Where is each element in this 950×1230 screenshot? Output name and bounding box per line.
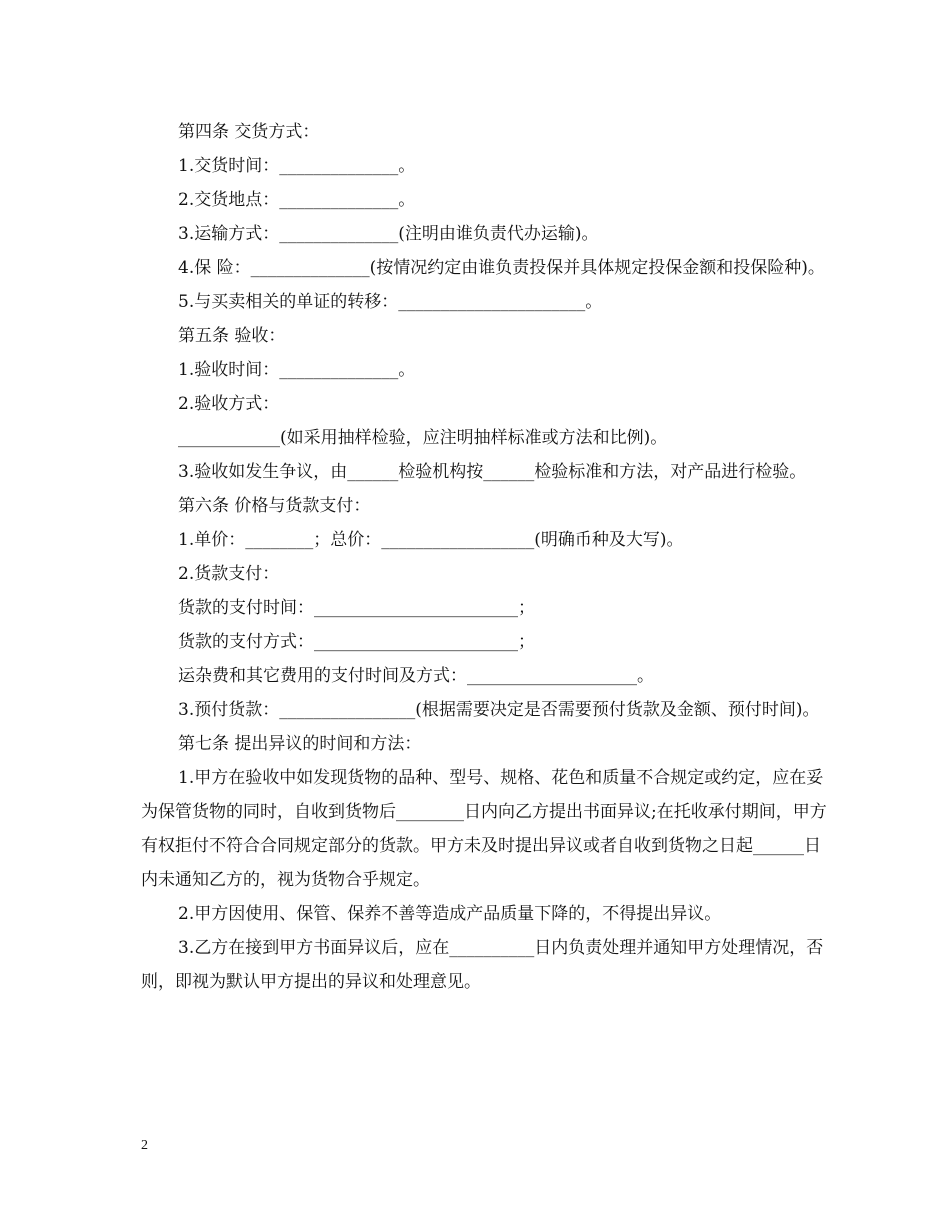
article-5-item-3: 3.验收如发生争议，由______检验机构按______检验标准和方法，对产品进行检验。: [178, 462, 807, 482]
article-5-item-2-detail: ____________(如采用抽样检验，应注明抽样标准或方法和比例)。: [178, 428, 668, 448]
article-6-item-2: 2.货款支付：: [178, 564, 280, 584]
article-7-title: 第七条 提出异议的时间和方法：: [178, 734, 422, 754]
article-7-item-1: 1.甲方在验收中如发现货物的品种、型号、规格、花色和质量不合规定或约定，应在妥为保管货物的同时，自收到货物后________日内向乙方提出书面异议;在托收承付期间，甲方有权拒付不符合合同规定部分的货款。甲方未及时提出异议或者自收到货物之日起______日内未通知乙方的，视为货物合乎规定。: [141, 768, 827, 890]
article-4-title: 第四条 交货方式：: [178, 122, 320, 142]
article-5-item-1: 1.验收时间：______________。: [178, 360, 416, 380]
article-6-title: 第六条 价格与货款支付：: [178, 496, 371, 516]
article-6-payment-method: 货款的支付方式：________________________；: [178, 632, 535, 652]
article-4-item-5: 5.与买卖相关的单证的转移：______________________。: [178, 292, 603, 312]
article-7-item-2: 2.甲方因使用、保管、保养不善等造成产品质量下降的，不得提出异议。: [178, 904, 722, 924]
article-4-item-4: 4.保 险：______________(按情况约定由谁负责投保并具体规定投保金额和投保险种)。: [178, 258, 825, 278]
article-6-freight-payment: 运杂费和其它费用的支付时间及方式：____________________。: [178, 666, 654, 686]
article-6-item-3: 3.预付货款：________________(根据需要决定是否需要预付货款及金额、预付时间)。: [178, 700, 820, 720]
article-5-item-2: 2.验收方式：: [178, 394, 280, 414]
page-number: 2: [141, 1138, 148, 1153]
article-4-item-3: 3.运输方式：______________(注明由谁负责代办运输)。: [178, 224, 599, 244]
article-5-title: 第五条 验收：: [178, 326, 286, 346]
contract-body: [141, 115, 831, 999]
article-4-item-2: 2.交货地点：______________。: [178, 190, 416, 210]
article-7-item-3: 3.乙方在接到甲方书面异议后，应在__________日内负责处理并通知甲方处理情况，否则，即视为默认甲方提出的异议和处理意见。: [141, 938, 824, 992]
article-6-payment-time: 货款的支付时间：________________________；: [178, 598, 535, 618]
article-4-item-1: 1.交货时间：______________。: [178, 156, 416, 176]
article-6-item-1: 1.单价：________；总价：__________________(明确币种及大写)。: [178, 530, 684, 550]
